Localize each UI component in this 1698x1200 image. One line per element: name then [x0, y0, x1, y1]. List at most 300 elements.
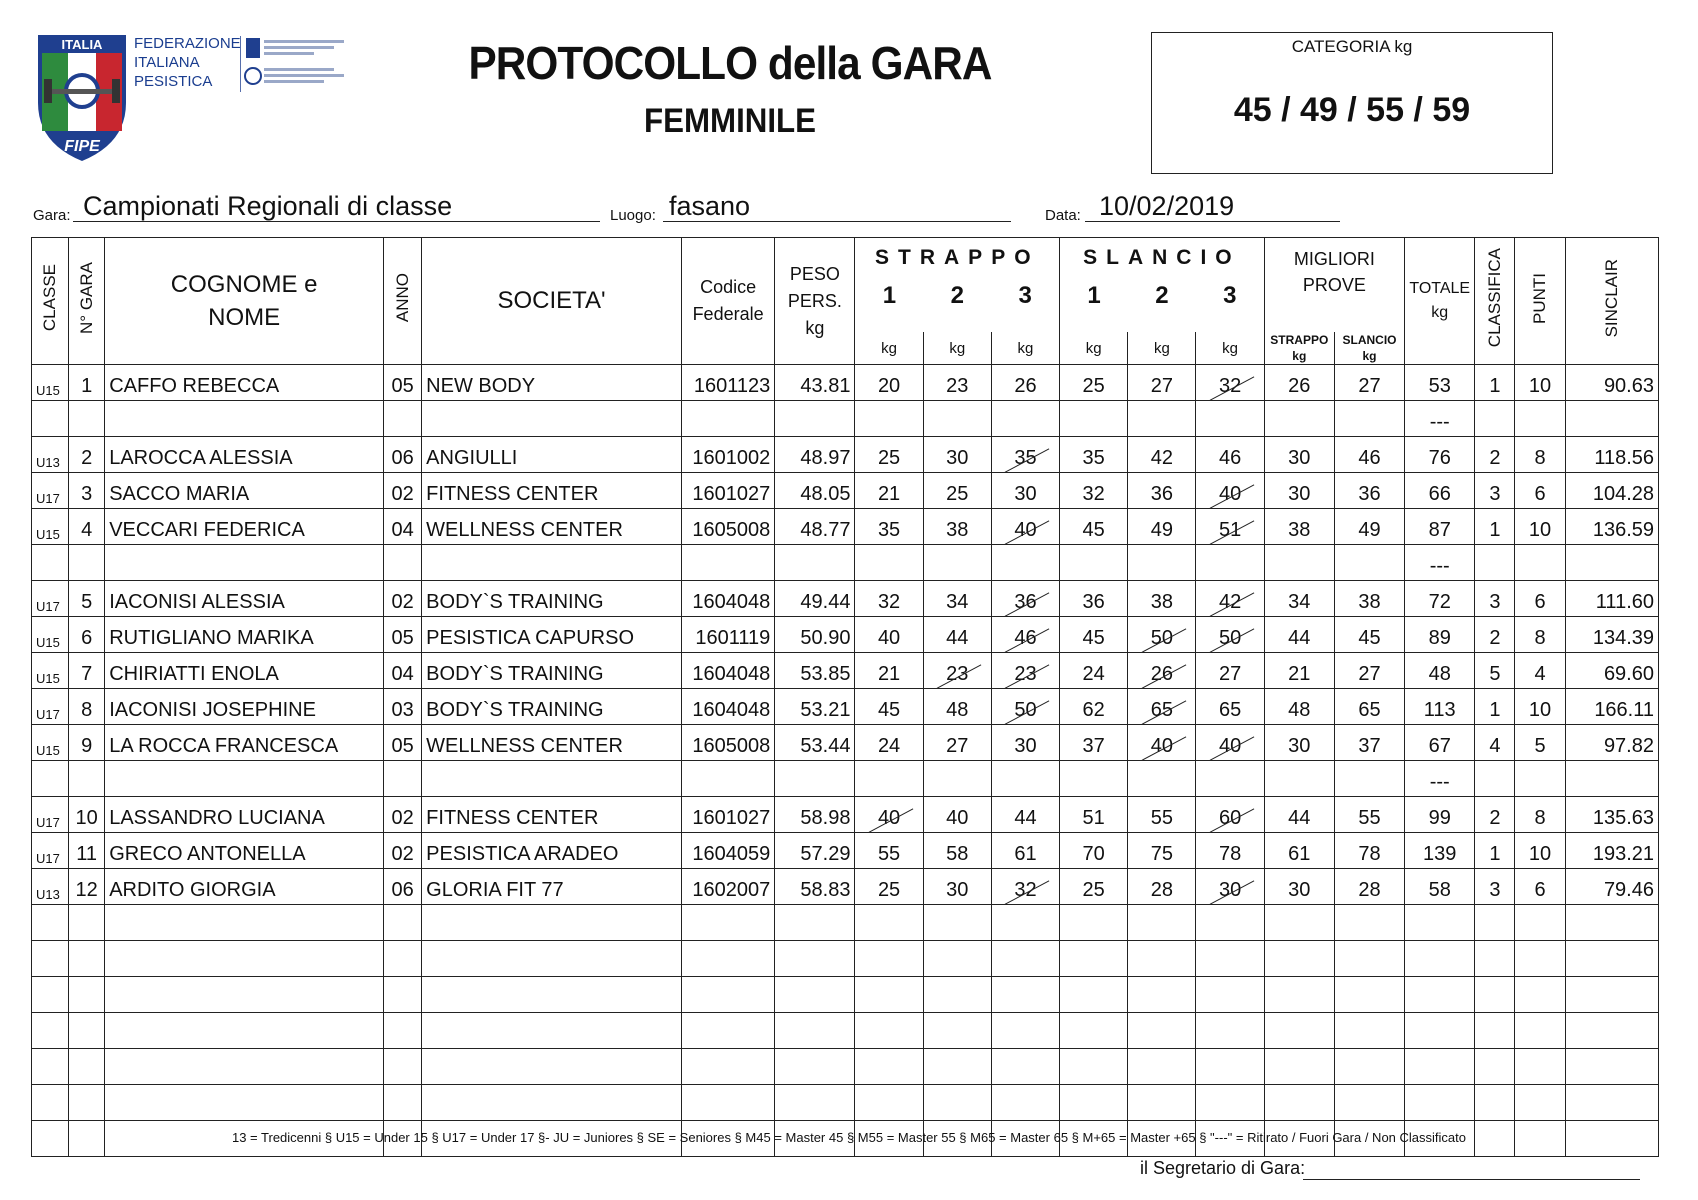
cell-classe: U13: [32, 869, 69, 905]
cell-ms: [1264, 977, 1334, 1013]
cell-strappo-2: 30: [923, 869, 991, 905]
cell-classe: U15: [32, 509, 69, 545]
cell-classe: U17: [32, 581, 69, 617]
cell-totale: 89: [1405, 617, 1475, 653]
cell-s1: [855, 1085, 923, 1121]
cell-anno: 05: [384, 617, 422, 653]
cell-cl: [1475, 941, 1515, 977]
cell-j1: [1060, 1013, 1128, 1049]
cell-j2: [1128, 401, 1196, 437]
cell-classe: [32, 1085, 69, 1121]
cell-mj: [1334, 1013, 1404, 1049]
cell-sin: [1565, 1049, 1658, 1085]
cell-migliori-strappo: 30: [1264, 437, 1334, 473]
cell-nome: ARDITO GIORGIA: [105, 869, 384, 905]
gara-value: Campionati Regionali di classe: [83, 191, 453, 221]
cell-slancio-1: 35: [1060, 437, 1128, 473]
cell-codice: [681, 401, 774, 437]
cell-slancio-1: 32: [1060, 473, 1128, 509]
blank-row: [32, 941, 1659, 977]
cell-mj: [1334, 1049, 1404, 1085]
cell-slancio-3: [1196, 509, 1264, 545]
cell-totale: 113: [1405, 689, 1475, 725]
cell-societa: [422, 905, 682, 941]
cell-strappo-3: 61: [991, 833, 1059, 869]
unit-strappo-3: kg: [991, 332, 1059, 365]
cell-punti: 8: [1515, 797, 1565, 833]
cell-totale: 48: [1405, 653, 1475, 689]
cell-anno: 04: [384, 653, 422, 689]
cell-slancio-1: 24: [1060, 653, 1128, 689]
col-totale: TOTALE kg: [1405, 238, 1475, 365]
col-migliori: MIGLIORI PROVE: [1264, 238, 1404, 333]
failed-attempt: 23: [1014, 663, 1037, 685]
cell-s2: [923, 977, 991, 1013]
cell-peso: [775, 977, 855, 1013]
cell-nome: [105, 1013, 384, 1049]
cell-j2: [1128, 1049, 1196, 1085]
cell-classifica: 3: [1475, 869, 1515, 905]
cell-punti: 4: [1515, 653, 1565, 689]
cell-s2: [923, 761, 991, 797]
cell-s3: [991, 545, 1059, 581]
cell-societa: NEW BODY: [422, 365, 682, 401]
cell-anno: [384, 1085, 422, 1121]
cell-nome: IACONISI ALESSIA: [105, 581, 384, 617]
cell-pt: [1515, 905, 1565, 941]
results-table: [31, 237, 1659, 1157]
cell-anno: 06: [384, 437, 422, 473]
cell-classifica: 3: [1475, 581, 1515, 617]
cell-j3: [1196, 1049, 1264, 1085]
unit-slancio-2: kg: [1128, 332, 1196, 365]
col-migliori-slancio: SLANCIO kg: [1334, 332, 1404, 365]
results-body: [32, 365, 1659, 1157]
blank-row: [32, 1085, 1659, 1121]
cell-codice: 1604048: [681, 689, 774, 725]
cell-pt: [1515, 1085, 1565, 1121]
cell-migliori-slancio: 28: [1334, 869, 1404, 905]
cell-anno: [384, 941, 422, 977]
cell-j1: [1060, 401, 1128, 437]
cell-j2: [1128, 941, 1196, 977]
cell-strappo-1: 25: [855, 869, 923, 905]
cell-slancio-2: 75: [1128, 833, 1196, 869]
cell-punti: 6: [1515, 473, 1565, 509]
cell-codice: [681, 1049, 774, 1085]
failed-attempt: 40: [1014, 519, 1037, 541]
table-row: [32, 653, 1659, 689]
failed-attempt: 23: [946, 663, 969, 685]
cell-classifica: 3: [1475, 473, 1515, 509]
cell-strappo-1: 24: [855, 725, 923, 761]
failed-attempt: 60: [1218, 807, 1242, 829]
cell-nome: CAFFO REBECCA: [105, 365, 384, 401]
cell-codice: 1601027: [681, 797, 774, 833]
cell-mj: [1334, 977, 1404, 1013]
cell-classe: U17: [32, 689, 69, 725]
cell-slancio-3: [1196, 473, 1264, 509]
cell-strappo-3: [991, 689, 1059, 725]
blank-row: [32, 977, 1659, 1013]
cell-sinclair: 166.11: [1565, 689, 1658, 725]
cell-codice: 1601027: [681, 473, 774, 509]
cell-totale: ---: [1405, 545, 1475, 581]
cell-classifica: 1: [1475, 509, 1515, 545]
cell-codice: [681, 1013, 774, 1049]
cell-classe: U17: [32, 797, 69, 833]
cell-migliori-slancio: 38: [1334, 581, 1404, 617]
cell-cl: [1475, 977, 1515, 1013]
cell-anno: 05: [384, 365, 422, 401]
cell-s2: [923, 1049, 991, 1085]
cell-societa: PESISTICA ARADEO: [422, 833, 682, 869]
cell-peso: 58.98: [775, 797, 855, 833]
cell-pt: [1515, 545, 1565, 581]
cell-anno: [384, 761, 422, 797]
cell-strappo-1: 35: [855, 509, 923, 545]
federation-line-3: PESISTICA: [134, 73, 213, 90]
legend-note: 13 = Tredicenni § U15 = Under 15 § U17 = Under 17 §- JU = Juniores § SE = Seniores § M45 = Master 45 § M55 = Master 55 § M65 = Master 65 § M+65 = Master +65 § "---" = Ritirato / Fuori Gara / Non Classificato: [231, 1130, 1466, 1145]
cell-migliori-strappo: 30: [1264, 869, 1334, 905]
cell-strappo-2: 27: [923, 725, 991, 761]
cell-anno: 05: [384, 725, 422, 761]
cell-punti: 8: [1515, 437, 1565, 473]
cell-societa: [422, 401, 682, 437]
cell-j2: [1128, 761, 1196, 797]
unit-slancio-1: kg: [1060, 332, 1128, 365]
col-cognome: COGNOME e NOME: [105, 238, 384, 365]
cell-strappo-1: 32: [855, 581, 923, 617]
cell-punti: 6: [1515, 581, 1565, 617]
cell-cl: [1475, 1085, 1515, 1121]
cell-societa: FITNESS CENTER: [422, 797, 682, 833]
cell-totale: [1405, 977, 1475, 1013]
cell-pt: [1515, 761, 1565, 797]
cell-j1: [1060, 941, 1128, 977]
cell-sinclair: 69.60: [1565, 653, 1658, 689]
cell-sinclair: 193.21: [1565, 833, 1658, 869]
failed-attempt: 42: [1218, 591, 1242, 613]
cell-n: [69, 545, 105, 581]
cell-societa: BODY`S TRAINING: [422, 581, 682, 617]
cell-s2: [923, 1013, 991, 1049]
cell-migliori-slancio: 78: [1334, 833, 1404, 869]
coni-emblem: [240, 34, 350, 94]
cell-slancio-3: [1196, 797, 1264, 833]
cell-strappo-2: 48: [923, 689, 991, 725]
cell-cl: [1475, 1049, 1515, 1085]
cell-n: [69, 905, 105, 941]
cell-classe: [32, 905, 69, 941]
cell-classifica: 2: [1475, 617, 1515, 653]
cell-strappo-3: [991, 581, 1059, 617]
cell-strappo-2: 23: [923, 365, 991, 401]
failed-attempt: 40: [1218, 735, 1242, 757]
cell-j3: [1196, 1085, 1264, 1121]
cell-slancio-1: 37: [1060, 725, 1128, 761]
cell-sinclair: 79.46: [1565, 869, 1658, 905]
cell-codice: 1605008: [681, 725, 774, 761]
col-codice: Codice Federale: [681, 238, 774, 365]
cell-anno: [384, 1013, 422, 1049]
cell-s3: [991, 977, 1059, 1013]
cell-n: [69, 1049, 105, 1085]
cell-migliori-slancio: 46: [1334, 437, 1404, 473]
col-societa: SOCIETA': [422, 238, 682, 365]
cell-peso: [775, 905, 855, 941]
cell-classifica: 2: [1475, 797, 1515, 833]
cell-nome: RUTIGLIANO MARIKA: [105, 617, 384, 653]
cell-j1: [1060, 1049, 1128, 1085]
failed-attempt: 32: [1218, 375, 1242, 397]
cell-s1: [855, 1049, 923, 1085]
col-classifica: CLASSIFICA: [1475, 238, 1515, 365]
cell-s3: [991, 1013, 1059, 1049]
failed-attempt: 36: [1014, 591, 1037, 613]
cell-migliori-strappo: 48: [1264, 689, 1334, 725]
cell-migliori-strappo: 21: [1264, 653, 1334, 689]
data-field: [1085, 193, 1340, 222]
col-slancio: SLANCIO 1 2 3: [1060, 238, 1265, 333]
table-row: [32, 473, 1659, 509]
col-strappo: STRAPPO 1 2 3: [855, 238, 1060, 333]
cell-totale: 66: [1405, 473, 1475, 509]
table-row: [32, 725, 1659, 761]
cell-s3: [991, 941, 1059, 977]
cell-strappo-2: 44: [923, 617, 991, 653]
table-row: [32, 617, 1659, 653]
cell-n: 7: [69, 653, 105, 689]
cell-codice: [681, 941, 774, 977]
cell-sin: [1565, 905, 1658, 941]
cell-codice: 1604059: [681, 833, 774, 869]
cell-anno: 02: [384, 797, 422, 833]
cell-nome: LAROCCA ALESSIA: [105, 437, 384, 473]
cell-totale: ---: [1405, 401, 1475, 437]
cell-sinclair: 118.56: [1565, 437, 1658, 473]
cell-anno: [384, 401, 422, 437]
cell-s1: [855, 1013, 923, 1049]
cell-totale: [1405, 1049, 1475, 1085]
cell-classifica: 5: [1475, 653, 1515, 689]
cell-anno: 02: [384, 473, 422, 509]
cell-classe: [32, 1049, 69, 1085]
cell-classe: [32, 1013, 69, 1049]
cell-migliori-slancio: 37: [1334, 725, 1404, 761]
category-value: 45 / 49 / 55 / 59: [1233, 91, 1471, 129]
cell-migliori-slancio: 27: [1334, 653, 1404, 689]
cell-j1: [1060, 1085, 1128, 1121]
cell-peso: [775, 401, 855, 437]
cell-strappo-1: 45: [855, 689, 923, 725]
cell-migliori-strappo: 44: [1264, 617, 1334, 653]
table-row: [32, 509, 1659, 545]
unit-slancio-3: kg: [1196, 332, 1264, 365]
cell-sinclair: 104.28: [1565, 473, 1658, 509]
cell-totale: 72: [1405, 581, 1475, 617]
cell-strappo-3: [991, 617, 1059, 653]
cell-n: [69, 977, 105, 1013]
cell-peso: 53.44: [775, 725, 855, 761]
cell-j3: [1196, 1013, 1264, 1049]
cell-codice: 1604048: [681, 653, 774, 689]
cell-slancio-2: 27: [1128, 365, 1196, 401]
cell-n: 3: [69, 473, 105, 509]
cell-nome: [105, 1049, 384, 1085]
cell-slancio-1: 45: [1060, 617, 1128, 653]
col-anno: ANNO: [384, 238, 422, 365]
cell-classe: [32, 941, 69, 977]
page-subtitle: FEMMINILE: [643, 102, 817, 140]
cell-migliori-slancio: 45: [1334, 617, 1404, 653]
cell-totale: [1405, 905, 1475, 941]
cell-n: [69, 1085, 105, 1121]
cell-slancio-1: 36: [1060, 581, 1128, 617]
col-punti: PUNTI: [1515, 238, 1565, 365]
cell-classifica: 1: [1475, 689, 1515, 725]
cell-peso: 58.83: [775, 869, 855, 905]
col-sinclair: SINCLAIR: [1565, 238, 1658, 365]
cell-pt: [1515, 941, 1565, 977]
cell-societa: BODY`S TRAINING: [422, 689, 682, 725]
cell-classe: U17: [32, 833, 69, 869]
cell-strappo-3: 44: [991, 797, 1059, 833]
cell-totale: [1405, 1013, 1475, 1049]
failed-attempt: 40: [1218, 483, 1242, 505]
cell-codice: [681, 1085, 774, 1121]
cell-migliori-strappo: 44: [1264, 797, 1334, 833]
cell-slancio-1: 51: [1060, 797, 1128, 833]
cell-n: 1: [69, 365, 105, 401]
cell-n: 8: [69, 689, 105, 725]
cell-migliori-slancio: 49: [1334, 509, 1404, 545]
failed-attempt: 30: [1218, 879, 1242, 901]
cell-strappo-2: 34: [923, 581, 991, 617]
cell-s1: [855, 545, 923, 581]
cell-peso: [775, 1013, 855, 1049]
failed-attempt: 46: [1014, 627, 1037, 649]
cell-strappo-3: [991, 653, 1059, 689]
cell-totale: 139: [1405, 833, 1475, 869]
cell-classifica: 2: [1475, 437, 1515, 473]
table-row: [32, 869, 1659, 905]
cell-peso: 43.81: [775, 365, 855, 401]
cell-societa: [422, 545, 682, 581]
luogo-field: [663, 193, 1011, 222]
cell-nome: CHIRIATTI ENOLA: [105, 653, 384, 689]
cell-cl: [1475, 545, 1515, 581]
cell-j2: [1128, 905, 1196, 941]
cell-sin: [1565, 545, 1658, 581]
cell-n: 2: [69, 437, 105, 473]
cell-strappo-3: 30: [991, 473, 1059, 509]
cell-ms: [1264, 941, 1334, 977]
cell-pt: [1515, 401, 1565, 437]
cell-s2: [923, 1085, 991, 1121]
cell-punti: 10: [1515, 509, 1565, 545]
cell-n: [69, 761, 105, 797]
cell-nome: [105, 941, 384, 977]
cell-peso: [775, 1049, 855, 1085]
cell-slancio-1: 62: [1060, 689, 1128, 725]
table-row: [32, 365, 1659, 401]
failed-attempt: 32: [1014, 879, 1037, 901]
cell-n: 4: [69, 509, 105, 545]
cell-societa: [422, 941, 682, 977]
cell-peso: [775, 761, 855, 797]
blank-row: [32, 1013, 1659, 1049]
cell-j1: [1060, 905, 1128, 941]
cell-classe: U15: [32, 725, 69, 761]
cell-peso: 49.44: [775, 581, 855, 617]
cell-slancio-1: 70: [1060, 833, 1128, 869]
cell-strappo-3: [991, 509, 1059, 545]
table-row: [32, 581, 1659, 617]
cell-peso: 50.90: [775, 617, 855, 653]
cell-n: 10: [69, 797, 105, 833]
cell-slancio-2: 36: [1128, 473, 1196, 509]
cell-codice: 1605008: [681, 509, 774, 545]
cell-punti: 10: [1515, 833, 1565, 869]
cell-s1: [855, 977, 923, 1013]
cell-migliori-strappo: 34: [1264, 581, 1334, 617]
cell-n: 9: [69, 725, 105, 761]
gara-label: Gara:: [33, 207, 71, 224]
federation-name: [134, 34, 241, 91]
cell-codice: 1604048: [681, 581, 774, 617]
cell-peso: [775, 1085, 855, 1121]
cell-s3: [991, 1049, 1059, 1085]
cell-migliori-strappo: 38: [1264, 509, 1334, 545]
cell-migliori-slancio: 55: [1334, 797, 1404, 833]
cell-codice: 1601002: [681, 437, 774, 473]
cell-ms: [1264, 761, 1334, 797]
cell-slancio-3: 46: [1196, 437, 1264, 473]
cell-slancio-2: 28: [1128, 869, 1196, 905]
cell-slancio-2: [1128, 725, 1196, 761]
segretario-signature-line: [1303, 1179, 1640, 1180]
cell-societa: PESISTICA CAPURSO: [422, 617, 682, 653]
cell-strappo-1: 20: [855, 365, 923, 401]
cell-n: [69, 401, 105, 437]
separator-row: [32, 761, 1659, 797]
col-peso: PESO PERS. kg: [775, 238, 855, 365]
cell-classifica: 1: [1475, 833, 1515, 869]
cell-j1: [1060, 545, 1128, 581]
cell-societa: [422, 761, 682, 797]
cell-peso: 53.85: [775, 653, 855, 689]
cell-sinclair: 90.63: [1565, 365, 1658, 401]
cell-societa: [422, 1013, 682, 1049]
table-row: [32, 833, 1659, 869]
cell-anno: [384, 545, 422, 581]
cell-classe: [32, 761, 69, 797]
cell-slancio-1: 25: [1060, 365, 1128, 401]
cell-societa: GLORIA FIT 77: [422, 869, 682, 905]
cell-mj: [1334, 761, 1404, 797]
cell-sin: [1565, 977, 1658, 1013]
cell-peso: 48.05: [775, 473, 855, 509]
cell-codice: [681, 545, 774, 581]
cell-s2: [923, 401, 991, 437]
cell-strappo-1: 21: [855, 473, 923, 509]
cell-j2: [1128, 545, 1196, 581]
cell-slancio-3: [1196, 581, 1264, 617]
cell-peso: [775, 545, 855, 581]
cell-migliori-strappo: 30: [1264, 725, 1334, 761]
cell-societa: ANGIULLI: [422, 437, 682, 473]
